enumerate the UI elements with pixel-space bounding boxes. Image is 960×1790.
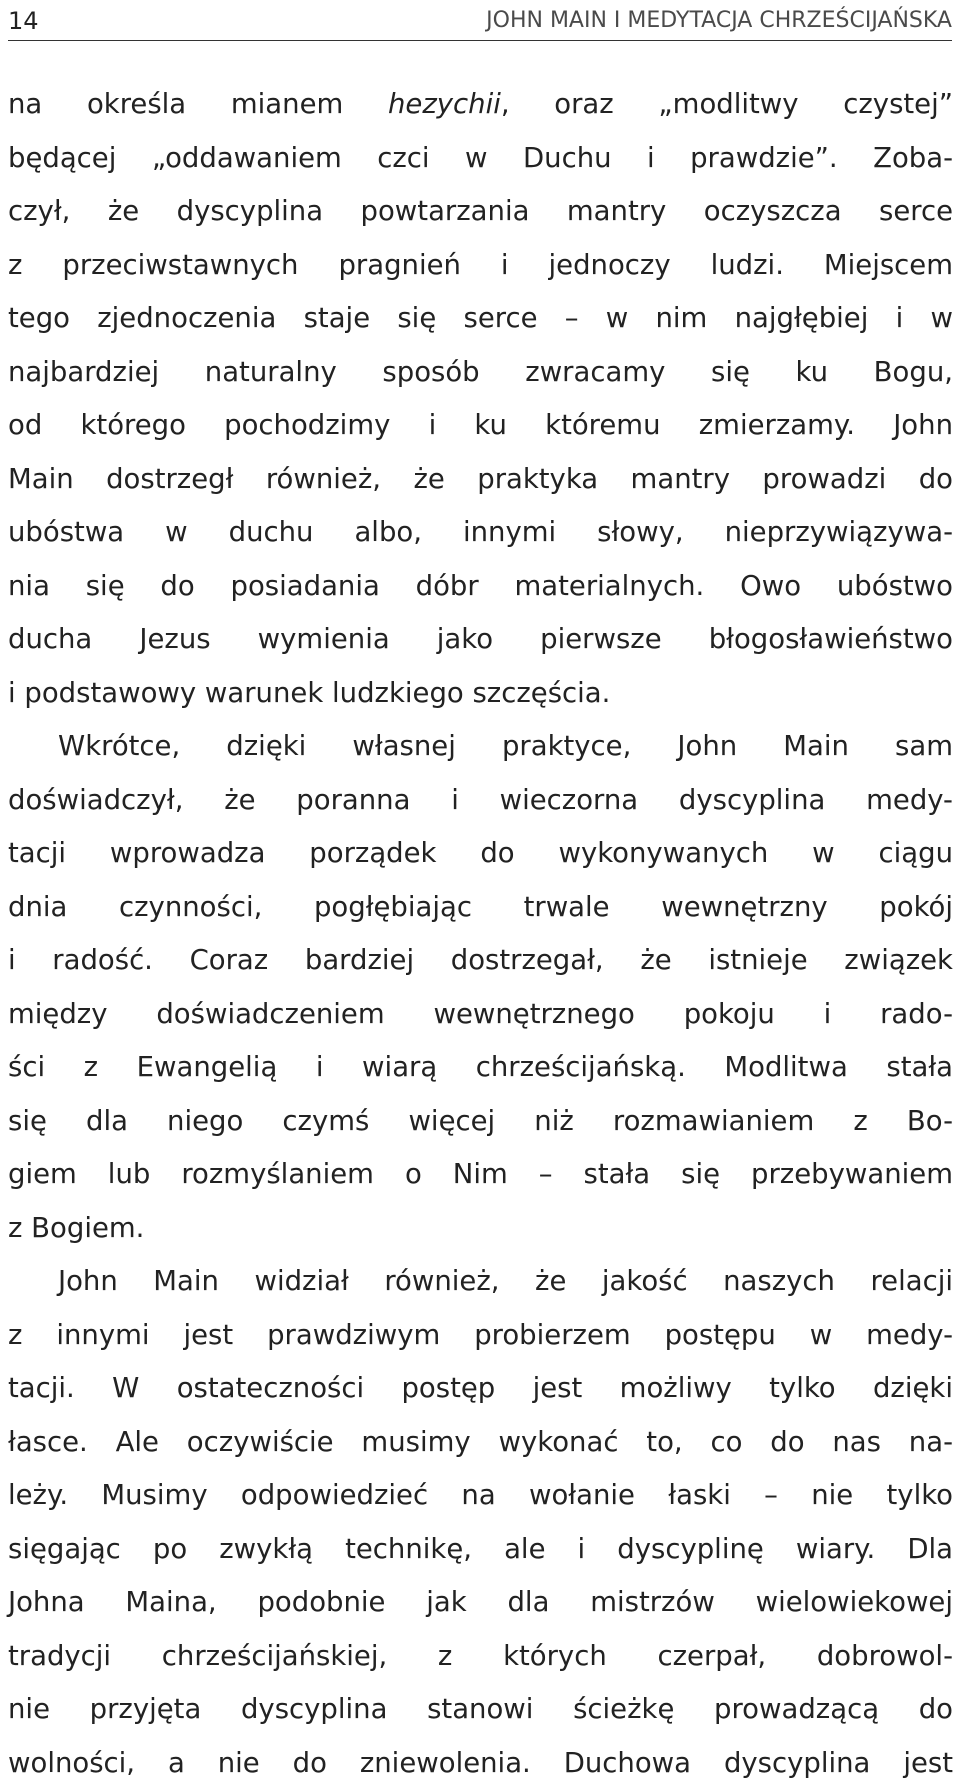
text-line: tego zjednoczenia staje się serce – w nim najgłębiej i w bbox=[8, 292, 953, 346]
text-line: John Main widział również, że jakość naszych relacji bbox=[8, 1255, 953, 1309]
text-span: , oraz „modlitwy czystej” bbox=[501, 88, 953, 120]
text-line: Wkrótce, dzięki własnej praktyce, John Main sam bbox=[8, 720, 953, 774]
text-line: tacji. W ostateczności postęp jest możliwy tylko dzięki bbox=[8, 1362, 953, 1416]
body-text bbox=[8, 78, 953, 1790]
text-line: między doświadczeniem wewnętrznego pokoju i rado- bbox=[8, 988, 953, 1042]
text-line: dnia czynności, pogłębiając trwale wewnętrzny pokój bbox=[8, 881, 953, 935]
text-line: najbardziej naturalny sposób zwracamy się ku Bogu, bbox=[8, 346, 953, 400]
text-line: od którego pochodzimy i ku któremu zmierzamy. John bbox=[8, 399, 953, 453]
text-line: leży. Musimy odpowiedzieć na wołanie łaski – nie tylko bbox=[8, 1469, 953, 1523]
text-line: tradycji chrześcijańskiej, z których czerpał, dobrowol- bbox=[8, 1630, 953, 1684]
text-line: z przeciwstawnych pragnień i jednoczy ludzi. Miejscem bbox=[8, 239, 953, 293]
text-line: wolności, a nie do zniewolenia. Duchowa dyscyplina jest bbox=[8, 1737, 953, 1790]
text-line: ducha Jezus wymienia jako pierwsze błogosławieństwo bbox=[8, 613, 953, 667]
text-line: ubóstwa w duchu albo, innymi słowy, nieprzywiązywa- bbox=[8, 506, 953, 560]
text-line: ści z Ewangelią i wiarą chrześcijańską. Modlitwa stała bbox=[8, 1041, 953, 1095]
text-line: Johna Maina, podobnie jak dla mistrzów wielowiekowej bbox=[8, 1576, 953, 1630]
page-number: 14 bbox=[8, 6, 39, 36]
text-line: nie przyjęta dyscyplina stanowi ścieżkę prowadzącą do bbox=[8, 1683, 953, 1737]
text-line: i podstawowy warunek ludzkiego szczęścia. bbox=[8, 667, 953, 721]
text-line bbox=[8, 78, 953, 132]
text-line: nia się do posiadania dóbr materialnych. Owo ubóstwo bbox=[8, 560, 953, 614]
text-line: czył, że dyscyplina powtarzania mantry oczyszcza serce bbox=[8, 185, 953, 239]
text-line: Main dostrzegł również, że praktyka mantry prowadzi do bbox=[8, 453, 953, 507]
text-line: sięgając po zwykłą technikę, ale i dyscyplinę wiary. Dla bbox=[8, 1523, 953, 1577]
text-line: z Bogiem. bbox=[8, 1202, 953, 1256]
text-span: na określa mianem bbox=[8, 88, 388, 120]
running-title: JOHN MAIN I MEDYTACJA CHRZEŚCIJAŃSKA bbox=[486, 6, 952, 36]
text-line: się dla niego czymś więcej niż rozmawianiem z Bo- bbox=[8, 1095, 953, 1149]
text-line: doświadczył, że poranna i wieczorna dyscyplina medy- bbox=[8, 774, 953, 828]
text-line: z innymi jest prawdziwym probierzem postępu w medy- bbox=[8, 1309, 953, 1363]
text-line: tacji wprowadza porządek do wykonywanych w ciągu bbox=[8, 827, 953, 881]
italic-term: hezychii bbox=[388, 88, 501, 120]
text-line: będącej „oddawaniem czci w Duchu i prawdzie”. Zoba- bbox=[8, 132, 953, 186]
text-line: i radość. Coraz bardziej dostrzegał, że istnieje związek bbox=[8, 934, 953, 988]
text-line: giem lub rozmyślaniem o Nim – stała się przebywaniem bbox=[8, 1148, 953, 1202]
text-line: łasce. Ale oczywiście musimy wykonać to, co do nas na- bbox=[8, 1416, 953, 1470]
running-header bbox=[8, 0, 952, 41]
